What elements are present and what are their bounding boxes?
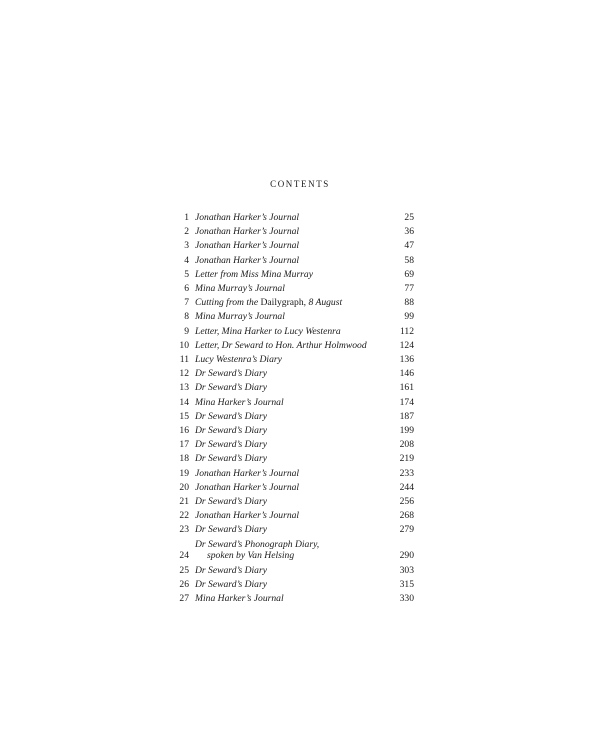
chapter-title-text: Mina Murray’s Journal bbox=[195, 283, 285, 295]
chapter-title-continuation: spoken by Van Helsing bbox=[207, 550, 295, 562]
chapter-number: 22 bbox=[179, 510, 189, 522]
chapter-number: 15 bbox=[179, 410, 189, 422]
chapter-title-text: Mina Harker’s Journal bbox=[195, 593, 284, 605]
page-number: 315 bbox=[399, 578, 414, 590]
chapter-title bbox=[195, 381, 384, 395]
chapter-title-newspaper: Dailygraph bbox=[260, 297, 304, 309]
chapter-title-text: Dr Seward’s Diary bbox=[195, 425, 267, 437]
chapter-number: 12 bbox=[179, 368, 189, 380]
chapter-number: 19 bbox=[179, 467, 189, 479]
page-number: 256 bbox=[399, 496, 414, 508]
chapter-number: 25 bbox=[179, 564, 189, 576]
chapter-title-text: Mina Murray’s Journal bbox=[195, 311, 285, 323]
toc-entry bbox=[168, 282, 414, 296]
chapter-title bbox=[195, 396, 384, 410]
page-number: 146 bbox=[399, 368, 414, 380]
page-number: 233 bbox=[399, 467, 414, 479]
toc-entry bbox=[168, 438, 414, 452]
page-number: 136 bbox=[399, 354, 414, 366]
chapter-title-text: Letter from Miss Mina Murray bbox=[195, 268, 313, 280]
page-number: 99 bbox=[404, 311, 414, 323]
chapter-title bbox=[195, 452, 384, 466]
toc-entry bbox=[168, 396, 414, 410]
chapter-number: 7 bbox=[184, 297, 189, 309]
toc-entry bbox=[168, 254, 414, 268]
page-number: 290 bbox=[399, 550, 414, 562]
chapter-number: 24 bbox=[179, 550, 189, 562]
table-of-contents bbox=[168, 211, 414, 606]
toc-entry bbox=[168, 523, 414, 537]
toc-entry bbox=[168, 296, 414, 310]
chapter-title bbox=[195, 467, 384, 481]
toc-entry bbox=[168, 467, 414, 481]
toc-entry bbox=[168, 452, 414, 466]
toc-entry bbox=[168, 538, 414, 564]
chapter-title-text: Dr Seward’s Diary bbox=[195, 496, 267, 508]
chapter-title bbox=[195, 509, 384, 523]
page-number: 161 bbox=[399, 382, 414, 394]
chapter-title-text: Jonathan Harker’s Journal bbox=[195, 254, 300, 266]
chapter-number: 27 bbox=[179, 593, 189, 605]
page-number: 330 bbox=[399, 593, 414, 605]
chapter-title bbox=[195, 296, 384, 310]
chapter-title bbox=[195, 353, 384, 367]
chapter-title bbox=[195, 367, 384, 381]
chapter-title bbox=[195, 495, 384, 509]
chapter-title bbox=[195, 254, 384, 268]
chapter-title-text: Dr Seward’s Diary bbox=[195, 439, 267, 451]
chapter-title-text: Jonathan Harker’s Journal bbox=[195, 510, 300, 522]
chapter-title-part: , 8 August bbox=[303, 297, 343, 309]
chapter-title bbox=[195, 268, 384, 282]
chapter-number: 26 bbox=[179, 578, 189, 590]
chapter-number: 20 bbox=[179, 481, 189, 493]
chapter-title-text: Lucy Westenra’s Diary bbox=[195, 354, 282, 366]
chapter-title-text: Jonathan Harker’s Journal bbox=[195, 240, 300, 252]
chapter-title-text: Dr Seward’s Diary bbox=[195, 453, 267, 465]
chapter-number: 2 bbox=[184, 226, 189, 238]
chapter-number: 8 bbox=[184, 311, 189, 323]
chapter-title bbox=[195, 578, 384, 592]
chapter-title bbox=[195, 225, 384, 239]
toc-entry bbox=[168, 268, 414, 282]
toc-entry bbox=[168, 424, 414, 438]
chapter-number: 3 bbox=[184, 240, 189, 252]
chapter-title bbox=[195, 282, 384, 296]
chapter-number: 11 bbox=[179, 354, 189, 366]
chapter-title bbox=[195, 592, 384, 606]
chapter-number: 6 bbox=[184, 283, 189, 295]
chapter-number: 5 bbox=[184, 268, 189, 280]
chapter-title bbox=[195, 539, 384, 562]
chapter-number: 14 bbox=[179, 396, 189, 408]
chapter-title bbox=[195, 239, 384, 253]
page-number: 174 bbox=[399, 396, 414, 408]
page-number: 77 bbox=[404, 283, 414, 295]
chapter-title-text: Jonathan Harker’s Journal bbox=[195, 226, 300, 238]
page-number: 244 bbox=[399, 481, 414, 493]
toc-entry bbox=[168, 211, 414, 225]
toc-entry bbox=[168, 310, 414, 324]
contents-heading: contents bbox=[270, 176, 330, 190]
chapter-title-text: Letter, Mina Harker to Lucy Westenra bbox=[195, 325, 341, 337]
chapter-title bbox=[195, 339, 384, 353]
toc-entry bbox=[168, 325, 414, 339]
chapter-title bbox=[195, 564, 384, 578]
page-number: 303 bbox=[399, 564, 414, 576]
page-number: 36 bbox=[404, 226, 414, 238]
page-number: 25 bbox=[404, 212, 414, 223]
page-number: 219 bbox=[399, 453, 414, 465]
toc-entry bbox=[168, 367, 414, 381]
toc-entry bbox=[168, 592, 414, 606]
page-number: 88 bbox=[404, 297, 414, 309]
chapter-number: 16 bbox=[179, 425, 189, 437]
chapter-title bbox=[195, 211, 384, 225]
chapter-title-text: Jonathan Harker’s Journal bbox=[195, 212, 300, 223]
page-number: 58 bbox=[404, 254, 414, 266]
chapter-title bbox=[195, 438, 384, 452]
page-number: 208 bbox=[399, 439, 414, 451]
toc-entry bbox=[168, 381, 414, 395]
chapter-number: 21 bbox=[179, 496, 189, 508]
toc-entry bbox=[168, 578, 414, 592]
toc-entry bbox=[168, 410, 414, 424]
chapter-title-text: Mina Harker’s Journal bbox=[195, 396, 284, 408]
toc-entry bbox=[168, 495, 414, 509]
chapter-title-text: Dr Seward’s Diary bbox=[195, 382, 267, 394]
chapter-title-text: Dr Seward’s Diary bbox=[195, 410, 267, 422]
chapter-title bbox=[195, 325, 384, 339]
chapter-title-part: Cutting from the bbox=[195, 297, 261, 309]
chapter-number: 13 bbox=[179, 382, 189, 394]
toc-entry bbox=[168, 239, 414, 253]
chapter-number: 1 bbox=[184, 212, 189, 223]
chapter-title-text: Dr Seward’s Diary bbox=[195, 524, 267, 536]
chapter-number: 10 bbox=[179, 339, 189, 351]
chapter-title bbox=[195, 523, 384, 537]
toc-entry bbox=[168, 509, 414, 523]
page-number: 279 bbox=[399, 524, 414, 536]
toc-entry bbox=[168, 481, 414, 495]
chapter-number: 9 bbox=[184, 325, 189, 337]
toc-entry bbox=[168, 339, 414, 353]
chapter-title-text: Dr Seward’s Diary bbox=[195, 578, 267, 590]
page-number: 268 bbox=[399, 510, 414, 522]
chapter-title-text: Dr Seward’s Diary bbox=[195, 368, 267, 380]
toc-entry bbox=[168, 564, 414, 578]
page-number: 69 bbox=[404, 268, 414, 280]
chapter-title-text: Dr Seward’s Phonograph Diary, bbox=[195, 538, 320, 550]
chapter-title-text: Jonathan Harker’s Journal bbox=[195, 481, 300, 493]
chapter-title bbox=[195, 310, 384, 324]
chapter-title bbox=[195, 424, 384, 438]
page-number: 112 bbox=[399, 325, 414, 337]
page-number: 124 bbox=[399, 339, 414, 351]
chapter-title-text: Letter, Dr Seward to Hon. Arthur Holmwood bbox=[195, 339, 367, 351]
toc-entry bbox=[168, 225, 414, 239]
chapter-title bbox=[195, 481, 384, 495]
chapter-title-text: Dr Seward’s Diary bbox=[195, 564, 267, 576]
chapter-title bbox=[195, 410, 384, 424]
chapter-number: 23 bbox=[179, 524, 189, 536]
toc-entry bbox=[168, 353, 414, 367]
chapter-number: 4 bbox=[184, 254, 189, 266]
chapter-number: 18 bbox=[179, 453, 189, 465]
page-number: 199 bbox=[399, 425, 414, 437]
page-number: 47 bbox=[404, 240, 414, 252]
chapter-title-text: Jonathan Harker’s Journal bbox=[195, 467, 300, 479]
page-number: 187 bbox=[399, 410, 414, 422]
chapter-number: 17 bbox=[179, 439, 189, 451]
